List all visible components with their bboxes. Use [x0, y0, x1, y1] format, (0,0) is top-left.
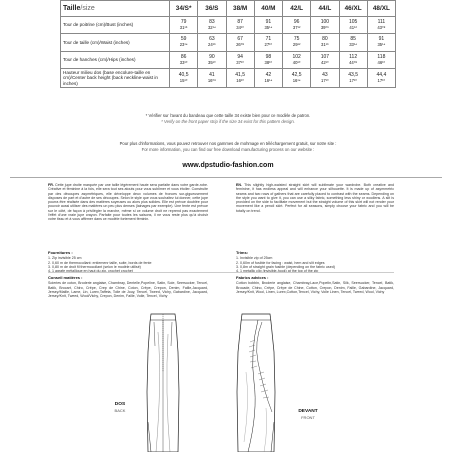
measurement-cell: 43 17¹⁰ [311, 69, 339, 87]
measurement-cell: 111 43⁰⁸ [367, 16, 395, 34]
measurement-cell: 98 38¹⁰ [254, 51, 282, 69]
size-header-cell: 44/L [311, 1, 339, 17]
measurement-label: Hauteur milieu dos (base encolure-taille en cm)/Center back height (back neckline-waist in inches) [61, 69, 170, 87]
size-table-header-row [61, 1, 396, 17]
measurement-cell: 83 32¹⁴ [198, 16, 226, 34]
front-view-label: DEVANT FRONT [298, 409, 318, 420]
fabric-advice-fr: Conseil matières : Soieries de coton, Broderie anglaise, Chambray, Dentelle,Popeline, Satin, Soie, Seersucker, Tencel, Batik, Brocart, Chiro, Crêpe, Crep de Chine, Coton, Crêpe, Crepon, Denim, Faille,Jacquard, Jersey/Maille, Lame, Lin, Lurex,Taffeta, Toile de Jouy, Tencel, Tweed, Vichy, Gabardine, Jacquard, Jersey/Knit, Tweed, Wool/Vichy, Crepon, Denim, Faille, Voile, Tencel, Vichy [48, 275, 208, 299]
divider [10, 177, 442, 178]
measurement-cell: 42 16¹⁴ [254, 69, 282, 87]
measurement-cell: 79 31¹⁶ [170, 16, 198, 34]
measurement-cell: 100 39⁰⁶ [311, 16, 339, 34]
measurement-cell: 102 40¹⁰ [283, 51, 311, 69]
measurement-cell: 87 34¹⁰ [226, 16, 254, 34]
supplies-fr: Fournitures : 1. Zip invisible 25 cm 2. 0,60 m de thermocollant: entiemenr taille, suite, bords de fente 3. 0,80 m de droit fil thermocollant (selon le modèle utilisé) 4. 1 agrafe métallique en haut du zip, crochet crochet [48, 250, 152, 274]
skirt-back-view-drawing [138, 312, 188, 452]
skirt-front-view-drawing [228, 312, 284, 452]
measurement-cell: 75 29¹² [283, 34, 311, 52]
size-header-cell: 48/XL [367, 1, 395, 17]
size-header-label: Taille/size [61, 1, 170, 17]
measurement-cell: 86 33¹⁰ [170, 51, 198, 69]
measurement-cell: 42,5 16¹⁴ [283, 69, 311, 87]
size-header-cell: 40/M [254, 1, 282, 17]
measurement-cell: 112 44⁰⁸ [339, 51, 367, 69]
size-verify-note-en: * Verify on the front paper strip if the size 34 exist for this pattern design. [161, 118, 295, 124]
measurement-cell: 90 35¹⁰ [198, 51, 226, 69]
measurement-cell: 43,5 17¹⁰ [339, 69, 367, 87]
description-en: EN. This slightly high-waisted straight skirt will sublimate your wardrobe. Both creative and feminine, it has endless appeal and will enhance your silhouette. It is made up of asymmetric seams and two rows of gathers that are carefully placed to contrast with the seams. Depending on the style you want to give it, you can use a silky fabric, something less shiny or woollens. A slit is provided on the side to facilitate movement but the straight volume of this skirt will not render your movement like a pencil skirt. Perfect for all seasons, simply choose your fabric and you will be totally on trend. [236, 183, 394, 213]
size-header-cell: 42/L [283, 1, 311, 17]
size-table [60, 0, 396, 88]
measurement-cell: 59 23¹⁴ [170, 34, 198, 52]
measurement-cell: 41 16⁰⁸ [198, 69, 226, 87]
measurement-cell: 63 24¹⁶ [198, 34, 226, 52]
measurement-cell: 91 35¹⁴ [367, 34, 395, 52]
info-note-fr: Pour plus d'informations, vous pouvez retrouver nos gammes de mohmage en téléchargement gratuit, sur notre site : [119, 141, 337, 146]
measurement-cell: 107 42¹⁰ [311, 51, 339, 69]
measurement-row-bust [61, 16, 396, 34]
divider [48, 272, 394, 273]
measurement-cell: 40,5 15¹⁰ [170, 69, 198, 87]
measurement-label: Tour de hanches (cm)/Hips (inches) [61, 51, 170, 69]
size-header-cell: 38/M [226, 1, 254, 17]
supplies-en: Trims: 1. Invisible zip of 25cm 2. 0,60m of fusible for facing : waist, hem and slit edges 3. 0,8m of straight grain fusible (depending on the fabric used) 4. 1 metallic clip (invisible-hook) at the top of the zip [236, 250, 335, 274]
info-note-en: For more information, you can find our free download manufacturing process on our website : [141, 146, 315, 152]
size-header-cell: 34/S* [170, 1, 198, 17]
back-view-label: DOS BACK [114, 402, 126, 413]
measurement-cell: 85 33¹⁴ [339, 34, 367, 52]
measurement-cell: 96 37¹² [283, 16, 311, 34]
measurement-row-waist [61, 34, 396, 52]
measurement-label: Tour de poitrine (cm)/Bust (inches) [61, 16, 170, 34]
measurement-row-back-height [61, 69, 396, 87]
measurement-cell: 105 41¹² [339, 16, 367, 34]
measurement-cell: 80 31¹⁶ [311, 34, 339, 52]
measurement-row-hips [61, 51, 396, 69]
size-header-cell: 46/XL [339, 1, 367, 17]
measurement-cell: 94 37¹⁰ [226, 51, 254, 69]
size-header-cell: 36/S [198, 1, 226, 17]
measurement-cell: 71 27¹⁰ [254, 34, 282, 52]
fabric-advice-en: Fabrics advices : Cotton bobbin, Broderie anglaise, Chambray,Lace,Popelin,Satin, Silk, Seersucker, Tencel, Batik, Brocade, Chino, Crêpe, Crêpe de Chine, Cotton, Crepon, Denim, Faille, Gabardine, Jacquard, Jersey/Knit, Wool, Linen, Lurex,Cotton,Tencel, Vichy, Voile Linen, Tencel, Tweed, Wool, Vichy [236, 275, 394, 294]
measurement-cell: 44,4 17¹⁰ [367, 69, 395, 87]
measurement-cell: 67 26⁰⁸ [226, 34, 254, 52]
measurement-cell: 41,5 16¹⁰ [226, 69, 254, 87]
measurement-cell: 118 46¹⁰ [367, 51, 395, 69]
website-link[interactable]: www.dpstudio-fashion.com [182, 162, 274, 169]
measurement-label: Tour de taille (cm)/Waist (inches) [61, 34, 170, 52]
description-fr: FR. Cette jupe droite marquée par une taille légèrement haute sera parfaite dans votre garde-robe. Créative et féminine à la fois, elle sera tout ses atouts pour vous sublimer et vous étoiler. Construite par des découpes asymétriques, elle développe deux volumes de fronces sur-gigueusement disposes de part et d'autre de ses découpes. Selon le style que vous souhaitez lui donner, cette jupe pourra être réalisée dans des matières soyeuses ou alors plus solides. Elle est prévue doublée pour pouvoir aussi utiliser des matières un peu plus denses (lainages par exemple). Une fente est prévue sur le côté, de façon à privilégier la marche, même si ce volume droit ne reprend pas exactement l'effet d'une vraie jupe crayon. Parfaite pour toutes les saisons, il ne vous reste plus qu'à choisir votre tissu et à vous affirmer dans ce modèle fortement féminin. [48, 183, 208, 222]
measurement-cell: 91 35¹⁴ [254, 16, 282, 34]
size-verify-note-fr: * Vérifier sur l'avant du bandeau que cette taille 34 existe bien pour ce modèle de patron. [145, 113, 311, 118]
